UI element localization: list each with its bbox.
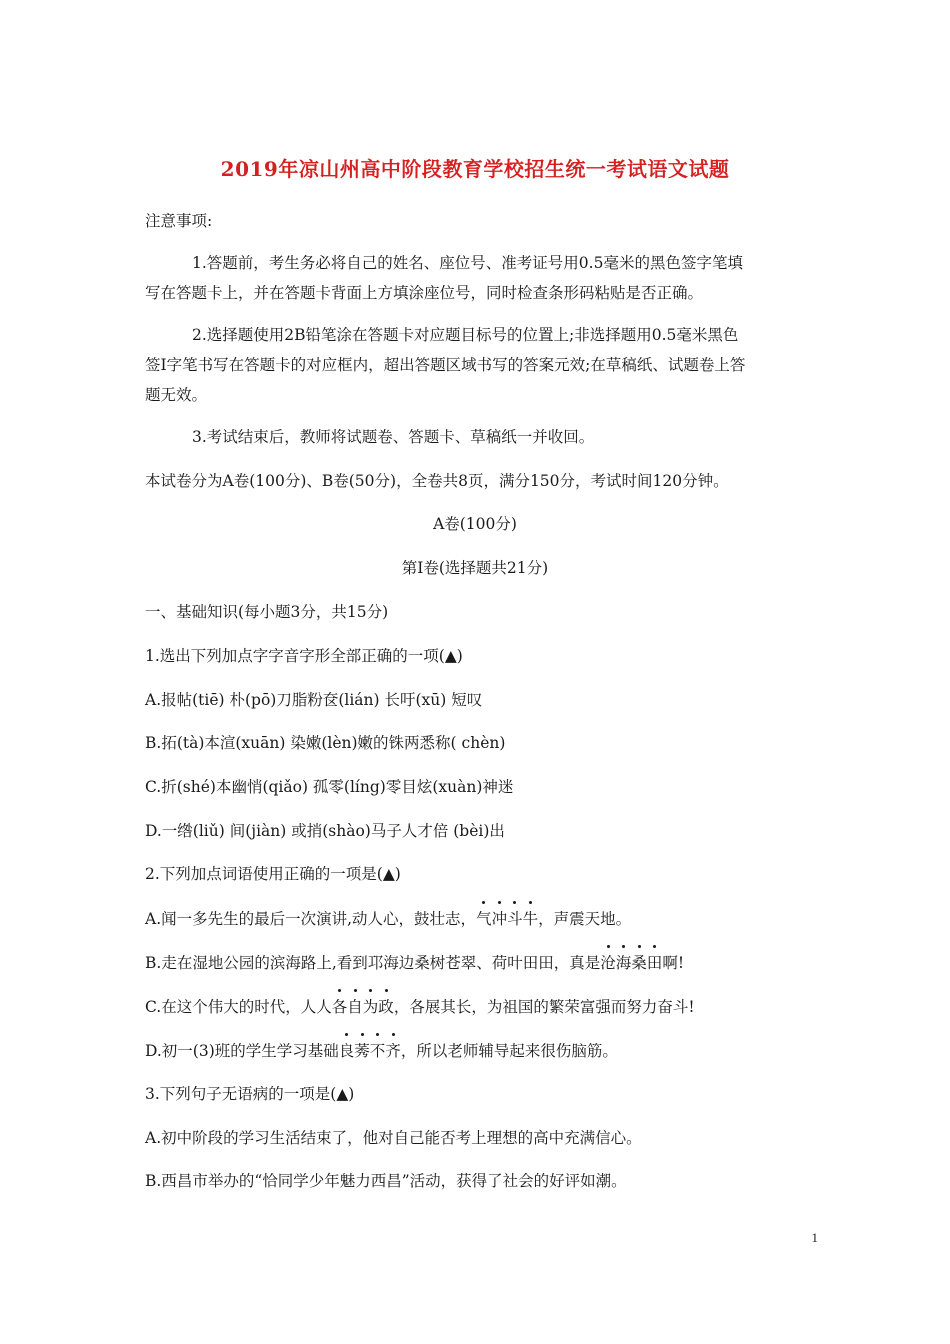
question-2-option-a bbox=[145, 904, 815, 934]
option-text: B.走在湿地公园的滨海路上,看到邛海边桑树苍翠、荷叶田田，真是 bbox=[145, 954, 601, 972]
question-2-option-c bbox=[145, 992, 815, 1022]
option-text: C.在这个伟大的时代，人人 bbox=[145, 998, 332, 1016]
dotted-char: 自 bbox=[347, 992, 363, 1022]
notice-item-2-line-1: 2.选择题使用2B铅笔涂在答题卡对应题目标号的位置上;非选择题用0.5毫米黑色 bbox=[192, 326, 739, 344]
dotted-char: 桑 bbox=[631, 948, 647, 978]
section-a-heading: A卷(100分) bbox=[433, 515, 517, 533]
dotted-char: 政 bbox=[378, 992, 394, 1022]
dotted-char: 气 bbox=[476, 904, 492, 934]
dotted-char: 不 bbox=[370, 1036, 386, 1066]
dotted-char: 田 bbox=[647, 948, 663, 978]
option-text: ，声震天地。 bbox=[538, 910, 632, 928]
dotted-char: 牛 bbox=[523, 904, 539, 934]
notice-item-2-line-3: 题无效。 bbox=[145, 386, 208, 404]
dotted-char: 为 bbox=[363, 992, 379, 1022]
part-one-heading: 第I卷(选择题共21分) bbox=[401, 559, 549, 577]
question-3-option-b: B.西昌市举办的“恰同学少年魅力西昌”活动，获得了社会的好评如潮。 bbox=[145, 1172, 627, 1190]
question-2-stem: 2.下列加点词语使用正确的一项是(▲) bbox=[145, 865, 401, 883]
option-text: D.初一(3)班的学生学习基础 bbox=[145, 1042, 339, 1060]
dotted-char: 沧 bbox=[600, 948, 616, 978]
question-3-option-a: A.初中阶段的学习生活结束了，他对自己能否考上理想的高中充满信心。 bbox=[145, 1129, 642, 1147]
question-1-option-d: D.一绺(liǔ) 间(jiàn) 或捎(shào)马子人才倍 (bèi)出 bbox=[145, 822, 505, 840]
dotted-char: 良 bbox=[339, 1036, 355, 1066]
option-text: ，所以老师辅导起来很伤脑筋。 bbox=[400, 1042, 618, 1060]
dotted-char: 齐 bbox=[385, 1036, 401, 1066]
question-1-option-b: B.拓(tà)本渲(xuān) 染嫩(lèn)嫩的铢两悉称( chèn) bbox=[145, 734, 506, 752]
dotted-char: 冲 bbox=[492, 904, 508, 934]
question-2-option-d bbox=[145, 1036, 815, 1066]
exam-intro: 本试卷分为A卷(100分)、B卷(50分)，全卷共8页，满分150分，考试时间120分钟。 bbox=[145, 472, 729, 490]
option-text: ，各展其长，为祖国的繁荣富强而努力奋斗! bbox=[393, 998, 695, 1016]
notice-item-1-line-2: 写在答题卡上，并在答题卡背面上方填涂座位号，同时检查条形码粘贴是否正确。 bbox=[145, 284, 704, 302]
question-2-option-b bbox=[145, 948, 815, 978]
notice-item-3: 3.考试结束后，教师将试题卷、答题卡、草稿纸一并收回。 bbox=[192, 428, 595, 446]
question-1-option-a: A.报帖(tiē) 朴(pō)刀脂粉奁(lián) 长吁(xū) 短叹 bbox=[145, 691, 483, 709]
notice-item-1-line-1: 1.答题前，考生务必将自己的姓名、座位号、准考证号用0.5毫米的黑色签字笔填 bbox=[192, 254, 743, 272]
question-1-stem: 1.选出下列加点字字音字形全部正确的一项(▲) bbox=[145, 647, 463, 665]
dotted-char: 海 bbox=[616, 948, 632, 978]
basic-knowledge-heading: 一、基础知识(每小题3分，共15分) bbox=[145, 603, 389, 621]
option-text: A.闻一多先生的最后一次演讲,动人心，鼓壮志， bbox=[145, 910, 477, 928]
question-1-option-c: C.折(shé)本幽悄(qiǎo) 孤零(líng)零目炫(xuàn)神迷 bbox=[145, 778, 514, 796]
exam-title: 2019年凉山州高中阶段教育学校招生统一考试语文试题 bbox=[220, 157, 730, 181]
notice-heading: 注意事项: bbox=[145, 212, 213, 230]
dotted-char: 斗 bbox=[507, 904, 523, 934]
question-3-stem: 3.下列句子无语病的一项是(▲) bbox=[145, 1085, 355, 1103]
option-text: 啊! bbox=[662, 954, 685, 972]
dotted-char: 各 bbox=[332, 992, 348, 1022]
notice-item-2-line-2: 签I字笔书写在答题卡的对应框内，超出答题区域书写的答案元效;在草稿纸、试题卷上答 bbox=[145, 356, 746, 374]
page-number: 1 bbox=[811, 1230, 818, 1245]
dotted-char: 莠 bbox=[354, 1036, 370, 1066]
